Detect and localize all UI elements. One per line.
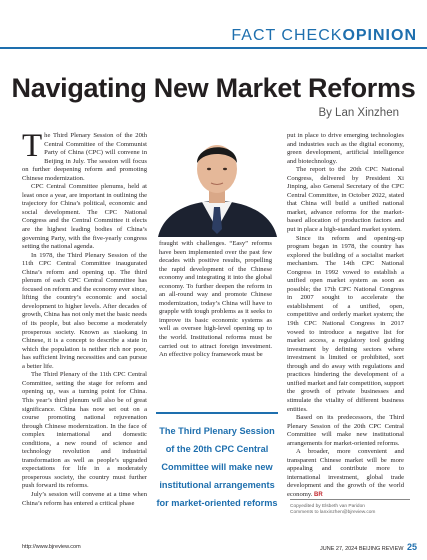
header-rule (0, 47, 427, 49)
paragraph: The report to the 20th CPC National Congress, delivered by President Xi Jinping, also General Secretary of the CPC Central Committee, in October 2022, stated that China will build a unified national market, advance reforms for the market-based allocation of production factors and put in place a high-standard market system. (287, 166, 404, 234)
paragraph: CPC Central Committee plenums, held at least once a year, are important in outlining the trajectory for China’s political, economic and social development. The CPC National Congress and the Central Committee it elects are the highest leading bodies of China’s governing Party, with the five-yearly congress setting the national agenda. (22, 183, 147, 251)
section-label-opinion: OPINION (342, 27, 417, 44)
author-photo (150, 125, 285, 237)
article-headline: Navigating New Market Reforms (11, 73, 416, 103)
column-3 (287, 132, 404, 500)
article-byline: By Lan Xinzhen (318, 107, 399, 119)
paragraph: put in place to drive emerging technologies and industries such as the digital economy, green development, artificial intelligence and biotechnology. (287, 132, 404, 165)
paragraph: July’s session will convene at a time when China’s reform has entered a critical phase (22, 490, 147, 507)
final-paragraph (287, 448, 404, 499)
comments-contact: Comments to lanxinzhen@bjreview.com (290, 510, 376, 516)
lead-paragraph (22, 128, 147, 183)
column-1 (22, 128, 147, 508)
copyedit-credit: Copyedited by Elsbeth van Paridon (290, 504, 365, 509)
column-2 (159, 240, 272, 360)
paragraph: In 1978, the Third Plenary Session of the 11th CPC Central Committee inaugurated China’s reform and opening up. The third plenum of each CPC Central Committee has focused on reform and the economy ever since, lifting the country’s economic and social development to higher levels. After decades of growth, China has not only met the basic needs of its people, but also become a moderately prosperous society. Known as xiaokang in Chinese, it is a concept to describe a state in which the population is neither rich nor poor, has sufficient living necessities and can pursue a better life. (22, 251, 147, 370)
final-paragraph-text: A broader, more convenient and transparent Chinese market will be more appealing and contribute more to international investment, global trade development and the growth of the world economy. (287, 448, 404, 498)
section-label (231, 26, 417, 46)
section-header (0, 26, 427, 48)
drop-cap: T (22, 128, 43, 164)
portrait-illustration (150, 125, 285, 237)
section-label-fact-check: FACT CHECK (231, 27, 343, 44)
page-number: 25 (406, 542, 417, 552)
issue-date: JUNE 27, 2024 BEIJING REVIEW (320, 546, 404, 552)
editor-credits (290, 499, 410, 517)
pull-quote: The Third Plenary Session of the 20th CPC Central Committee will make new institutional arrangements for market-oriented reforms (156, 412, 278, 530)
paragraph: The Third Plenary of the 11th CPC Central Committee, setting the stage for reform and opening up, was a turning point for China. This year’s third plenum will also be of great significance. China has now set out on a course promoting national rejuvenation through Chinese modernization. In the face of complex international and domestic conditions, a new round of science and technology revolution and industrial transformation as well as people’s upgraded expectations for life in a moderately prosperous society, the country must further push forward its reforms. (22, 371, 147, 490)
lead-text: he Third Plenary Session of the 20th Central Committee of the Communist Party of China (CPC) will convene in Beijing in July. The session will focus on further deepening reform and promoting Chinese modernization. (22, 132, 147, 182)
paragraph: Since its reform and opening-up program began in 1978, the country has explored the building of a socialist market mechanism. The 14th CPC National Congress in 1992 vowed to establish a unified open market system as soon as possible; the 17th CPC National Congress in 2007 sought to accelerate the establishment of a unified, open, competitive and orderly market system; the 19th CPC National Congress in 2017 vowed to introduce a negative list for market access, a regulatory tool guiding investment by defining sectors where investment is limited or prohibited, sort through and do away with regulations and practices hindering the development of a unified market and fair competition, support the growth of private businesses and stimulate the vitality of different business entities. (287, 234, 404, 413)
paragraph: fraught with challenges. “Easy” reforms have been implemented over the past few decades with positive results, propelling the rapid development of the Chinese economy and integrating it into the global economy. To further deepen the reform in an all-round way and promote Chinese modernization, today’s China will have to grapple with tough problems as it seeks to improve its basic economic systems as well as oversee high-level opening up to the world. Institutional reforms must be carried out to attract foreign investment. An effective policy framework must be (159, 240, 272, 359)
paragraph: Based on its predecessors, the Third Plenary Session of the 20th CPC Central Committee will make new institutional arrangements for market-oriented reforms. (287, 414, 404, 447)
end-mark: BR (314, 491, 323, 498)
footer-url: http://www.bjreview.com (22, 544, 81, 550)
footer-issue (320, 542, 417, 552)
